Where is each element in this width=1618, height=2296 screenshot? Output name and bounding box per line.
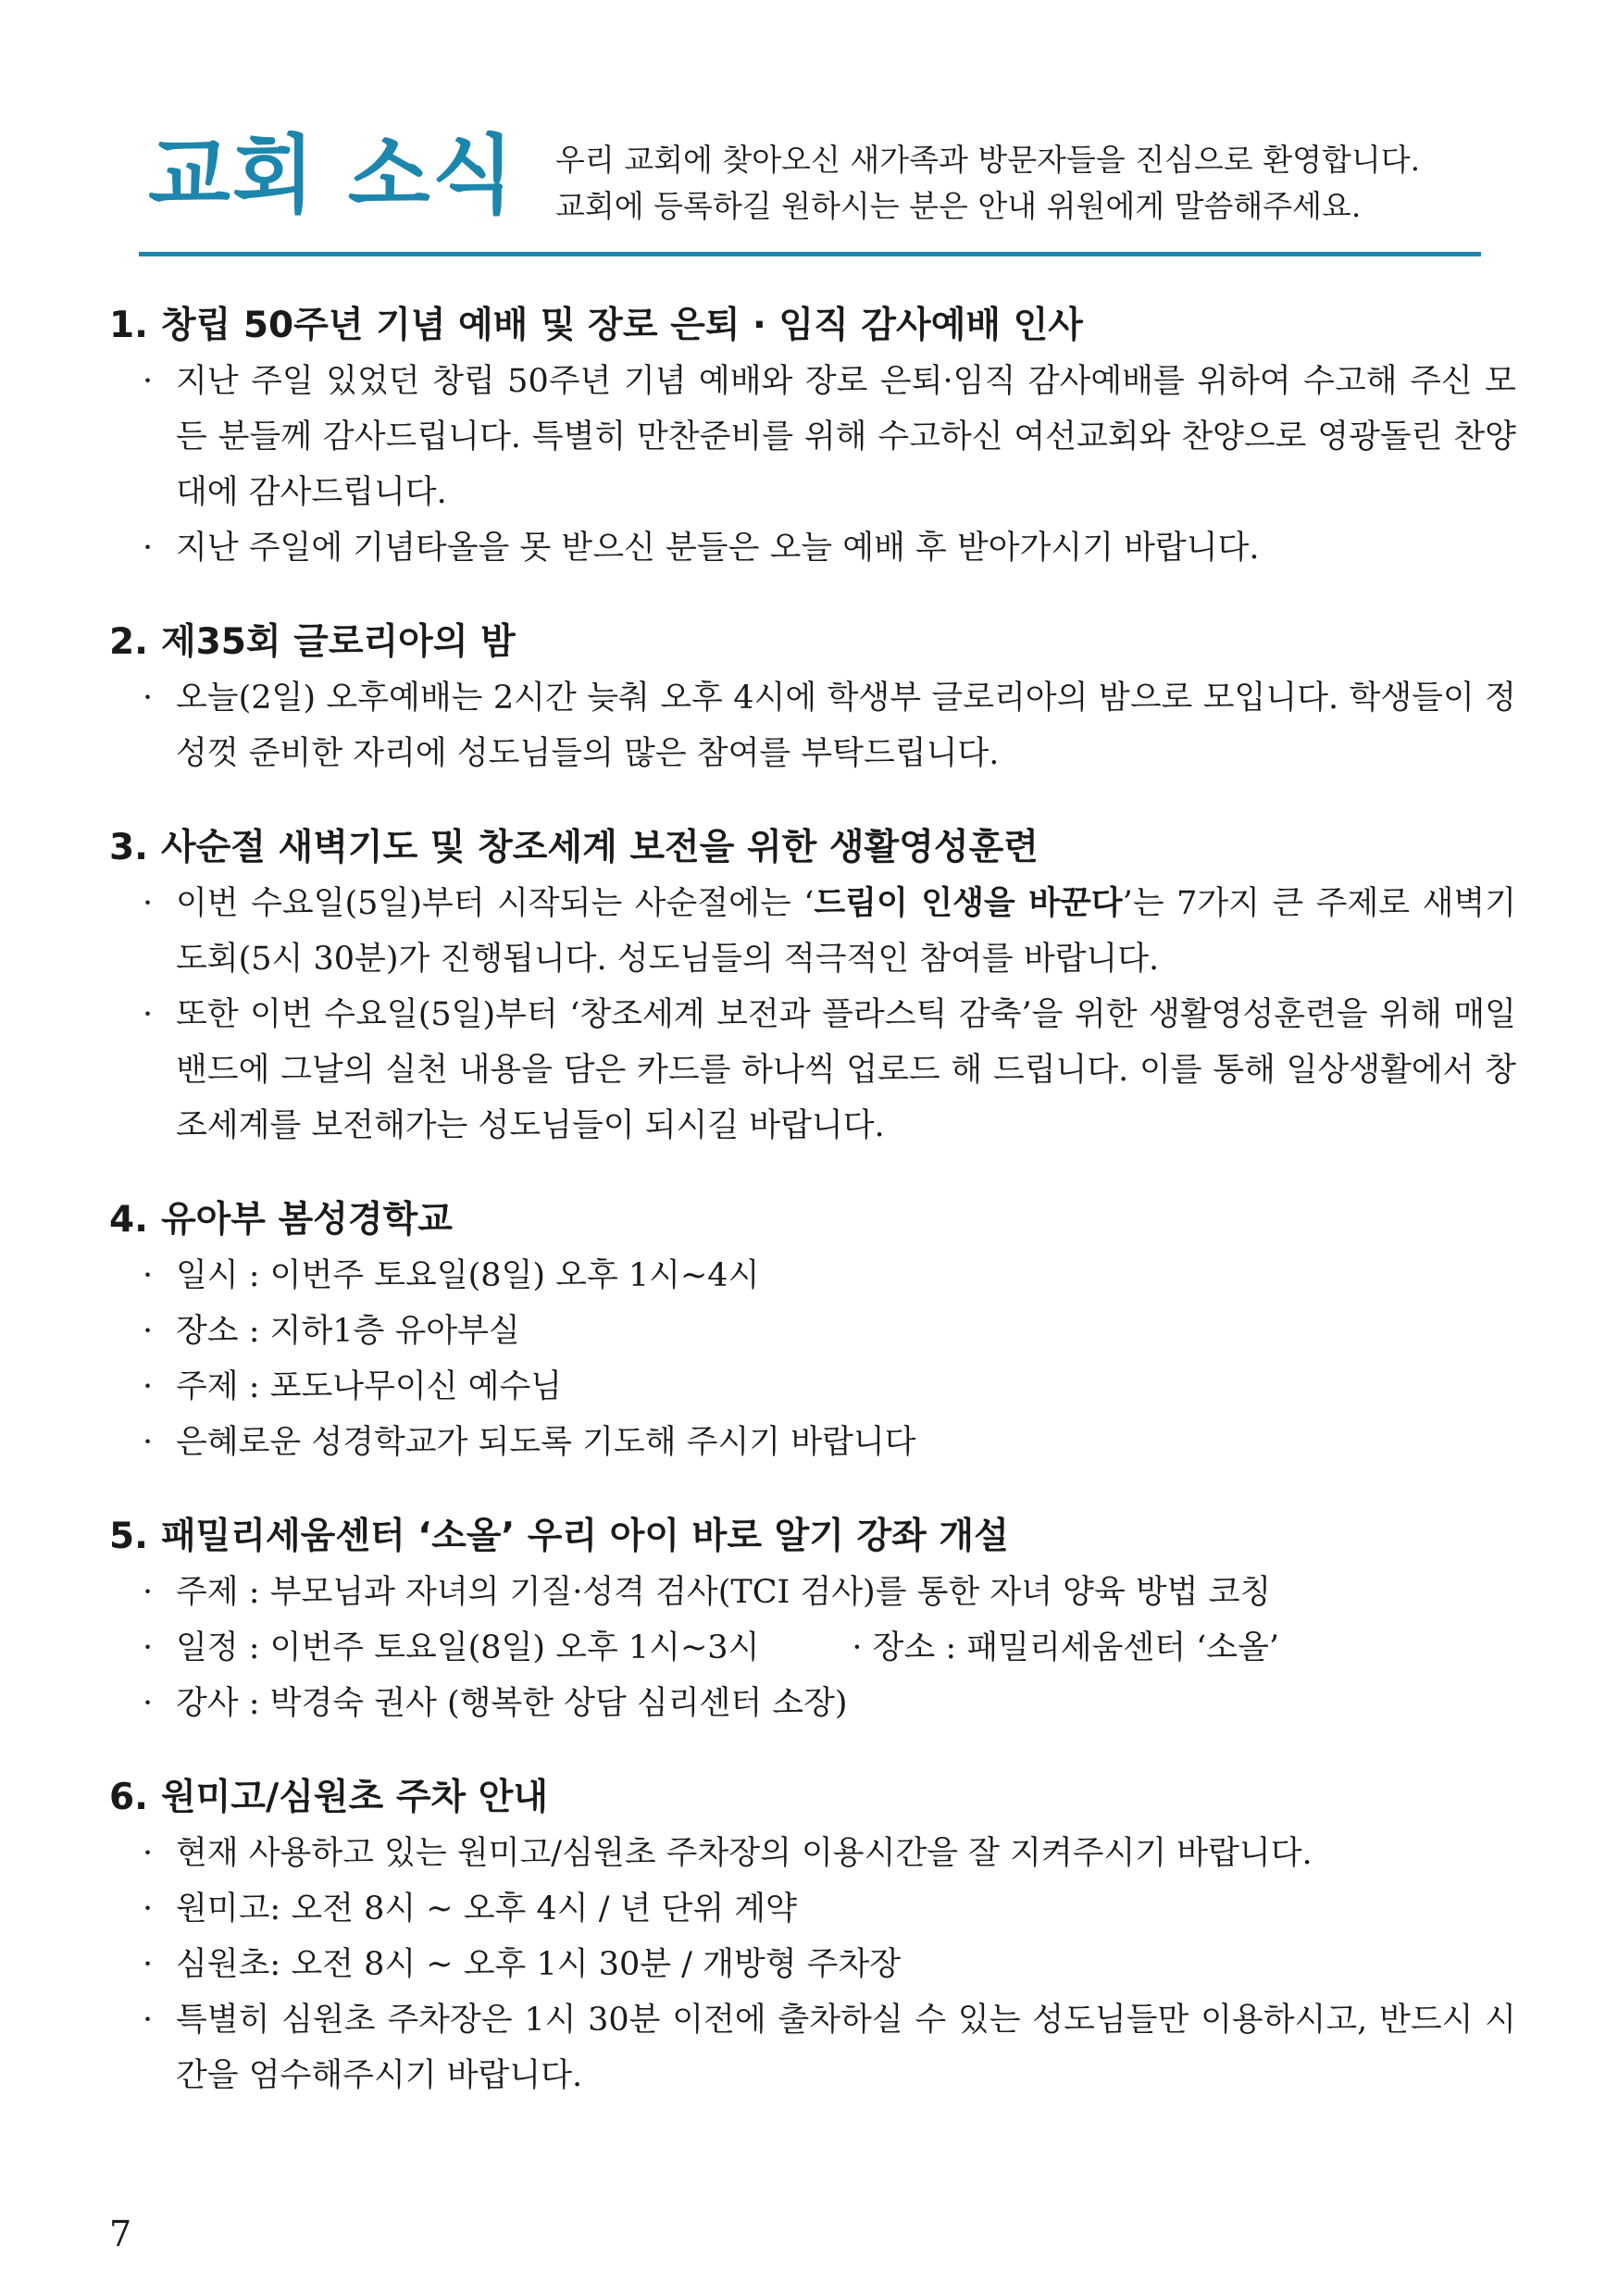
list-item <box>109 1826 1516 1881</box>
list-item <box>109 1676 1516 1731</box>
page-header <box>148 126 1490 225</box>
item-text: 특별히 심원초 주차장은 1시 30분 이전에 출차하실 수 있는 성도님들만 이용하시고, 반드시 시간을 엄수해주시기 바랍니다. <box>176 2002 1516 2094</box>
list-item <box>109 1881 1516 1937</box>
item-text: 원미고: 오전 8시 ~ 오후 4시 / 년 단위 계약 <box>176 1890 797 1928</box>
list-item <box>109 1992 1516 2103</box>
news-section-4 <box>109 1192 1516 1470</box>
bullet: · <box>143 2002 154 2039</box>
list-item <box>109 354 1516 520</box>
section-title-text: 사순절 새벽기도 및 창조세계 보전을 위한 생활영성훈련 <box>160 827 1039 868</box>
bullet: · <box>143 1946 154 1983</box>
news-section-5 <box>109 1509 1516 1731</box>
page-title: 교회 소식 <box>148 126 517 225</box>
section-title <box>109 298 1516 354</box>
welcome-line: 교회에 등록하길 원하시는 분은 안내 위원에게 말씀해주세요. <box>555 188 1362 224</box>
section-items <box>109 1826 1516 2103</box>
list-item <box>109 1359 1516 1415</box>
bullet: · <box>143 1629 154 1666</box>
section-number: 5. <box>109 1516 148 1557</box>
list-item <box>109 1248 1516 1304</box>
header-divider <box>139 252 1481 256</box>
section-number: 6. <box>109 1777 148 1818</box>
section-items <box>109 1565 1516 1731</box>
item-text: 또한 이번 수요일(5일)부터 ‘창조세계 보전과 플라스틱 감축’을 위한 생활영성훈련을 위해 매일 밴드에 그날의 실천 내용을 담은 카드를 하나씩 업로드 해 드립니다. 이를 통해 일상생활에서 창조세계를 보전해가는 성도님들이 되시길 바랍니다. <box>176 996 1516 1144</box>
bullet: · <box>143 1424 154 1461</box>
bullet: · <box>143 530 154 567</box>
section-title <box>109 1770 1516 1826</box>
item-text: 일시 : 이번주 토요일(8일) 오후 1시~4시 <box>176 1257 760 1294</box>
section-title-text: 유아부 봄성경학교 <box>160 1199 453 1241</box>
list-item <box>109 670 1516 781</box>
welcome-message <box>555 137 1490 230</box>
section-number: 1. <box>109 305 148 346</box>
section-items <box>109 670 1516 781</box>
section-title-text: 창립 50주년 기념 예배 및 장로 은퇴 · 임직 감사예배 인사 <box>160 305 1083 346</box>
item-text-place: 장소 : 패밀리세움센터 ‘소올’ <box>872 1629 1280 1666</box>
list-item <box>109 520 1516 576</box>
section-number: 2. <box>109 621 148 663</box>
list-item <box>109 1304 1516 1359</box>
item-text: 오늘(2일) 오후예배는 2시간 늦춰 오후 4시에 학생부 글로리아의 밤으로 모입니다. 학생들이 정성껏 준비한 자리에 성도님들의 많은 참여를 부탁드립니다. <box>176 680 1516 772</box>
section-number: 3. <box>109 827 148 868</box>
list-item <box>109 1415 1516 1470</box>
news-section-3 <box>109 820 1516 1154</box>
bullet: · <box>143 680 154 717</box>
bullet: · <box>143 1313 154 1350</box>
item-text: 지난 주일 있었던 창립 50주년 기념 예배와 장로 은퇴·임직 감사예배를 위하여 수고해 주신 모든 분들께 감사드립니다. 특별히 만찬준비를 위해 수고하신 여선교회와 찬양으로 영광돌린 찬양대에 감사드립니다. <box>176 363 1516 511</box>
bullet: · <box>852 1629 863 1666</box>
section-items <box>109 876 1516 1154</box>
list-item <box>109 876 1516 987</box>
section-title-text: 제35회 글로리아의 밤 <box>160 621 516 663</box>
item-text: 은혜로운 성경학교가 되도록 기도해 주시기 바랍니다 <box>176 1424 916 1461</box>
bullet: · <box>143 1257 154 1294</box>
item-text-schedule: 일정 : 이번주 토요일(8일) 오후 1시~3시 <box>176 1629 760 1666</box>
bullet: · <box>143 1368 154 1405</box>
bullet: · <box>143 885 154 922</box>
bullet: · <box>143 1835 154 1872</box>
news-section-2 <box>109 615 1516 781</box>
item-text: 주제 : 포도나무이신 예수님 <box>176 1368 563 1405</box>
section-items <box>109 1248 1516 1470</box>
news-list <box>109 298 1516 2142</box>
item-text: 이번 수요일(5일)부터 시작되는 사순절에는 ‘ <box>176 885 815 922</box>
news-section-1 <box>109 298 1516 576</box>
list-item <box>109 987 1516 1154</box>
item-text: 장소 : 지하1층 유아부실 <box>176 1313 520 1350</box>
item-text: 강사 : 박경숙 권사 (행복한 상담 심리센터 소장) <box>176 1685 848 1722</box>
section-title <box>109 615 1516 670</box>
section-title-text: 패밀리세움센터 ‘소올’ 우리 아이 바로 알기 강좌 개설 <box>160 1516 1009 1557</box>
item-text: ’는 7가지 큰 주제로 새벽기도회(5시 30분)가 진행됩니다. 성도님들의 적극적인 참여를 바랍니다. <box>176 885 1517 978</box>
item-text: 현재 사용하고 있는 원미고/심원초 주차장의 이용시간을 잘 지켜주시기 바랍니다. <box>176 1835 1313 1872</box>
bullet: · <box>143 1685 154 1722</box>
item-text: 주제 : 부모님과 자녀의 기질·성격 검사(TCI 검사)를 통한 자녀 양육 방법 코칭 <box>176 1574 1272 1611</box>
list-item <box>109 1937 1516 1992</box>
item-text: 지난 주일에 기념타올을 못 받으신 분들은 오늘 예배 후 받아가시기 바랍니다. <box>176 530 1260 567</box>
bullet: · <box>143 1574 154 1611</box>
section-number: 4. <box>109 1199 148 1241</box>
welcome-line: 우리 교회에 찾아오신 새가족과 방문자들을 진심으로 환영합니다. <box>555 142 1421 178</box>
list-item <box>109 1565 1516 1620</box>
news-section-6 <box>109 1770 1516 2103</box>
section-title <box>109 1192 1516 1248</box>
bullet: · <box>143 1890 154 1928</box>
item-text: 심원초: 오전 8시 ~ 오후 1시 30분 / 개방형 주차장 <box>176 1946 902 1983</box>
emphasized-theme: 드림이 인생을 바꾼다 <box>814 885 1123 922</box>
bullet: · <box>143 363 154 400</box>
section-items <box>109 354 1516 576</box>
section-title-text: 원미고/심원초 주차 안내 <box>160 1777 549 1818</box>
page-number: 7 <box>109 2214 132 2254</box>
list-item <box>109 1620 1516 1676</box>
section-title <box>109 820 1516 876</box>
section-title <box>109 1509 1516 1565</box>
bullet: · <box>143 996 154 1033</box>
